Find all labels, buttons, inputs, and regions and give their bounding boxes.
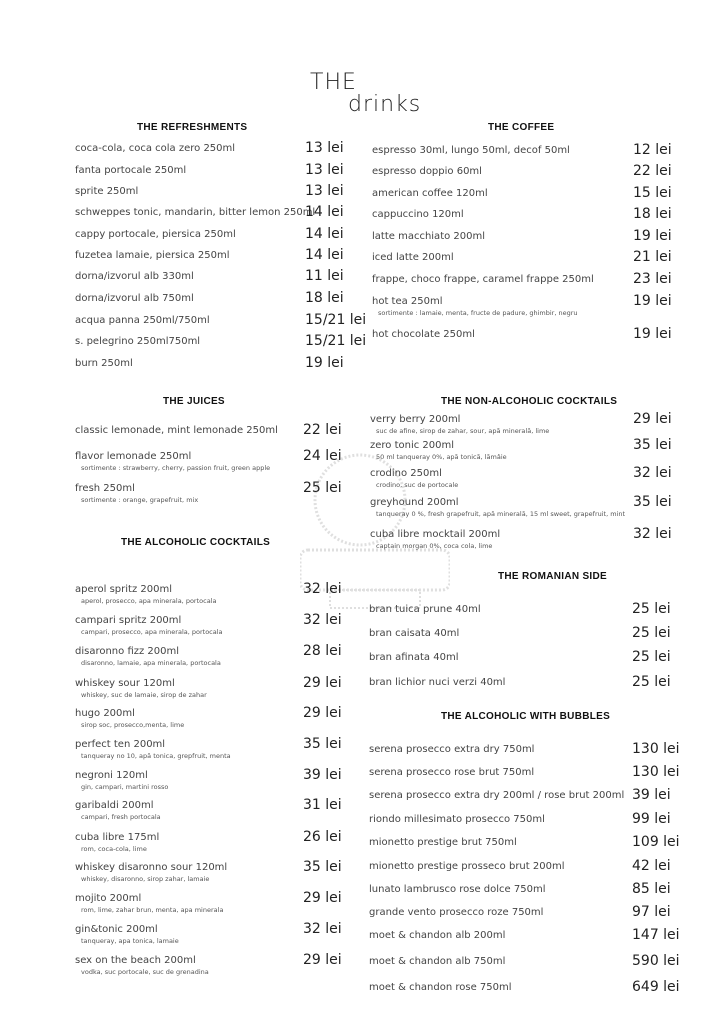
item-price: 42 lei (632, 858, 671, 874)
item-price: 25 lei (303, 480, 342, 496)
item-name: cuba libre mocktail 200ml (370, 529, 501, 540)
item-name: hot chocolate 250ml (372, 329, 475, 340)
item-name: negroni 120ml (75, 770, 148, 781)
item-ingredients: 50 ml tanqueray 0%, apă tonică, lămâie (376, 453, 507, 461)
item-price: 99 lei (632, 811, 671, 827)
item-name: lunato lambrusco rose dolce 750ml (369, 884, 546, 895)
item-ingredients: whiskey, suc de lamaie, sirop de zahar (81, 691, 207, 699)
item-price: 32 lei (303, 612, 342, 628)
item-name: dorna/izvorul alb 750ml (75, 293, 194, 304)
item-name: coca-cola, coca cola zero 250ml (75, 143, 236, 154)
item-name: fanta portocale 250ml (75, 165, 187, 176)
item-price: 13 lei (305, 183, 344, 199)
item-name: acqua panna 250ml/750ml (75, 315, 210, 326)
item-name: greyhound 200ml (370, 497, 459, 508)
item-name: sprite 250ml (75, 186, 139, 197)
item-name: mionetto prestige prosseco brut 200ml (369, 861, 565, 872)
section-heading-bubbles: THE ALCOHOLIC WITH BUBBLES (441, 711, 611, 722)
item-price: 15/21 lei (305, 312, 367, 328)
item-name: perfect ten 200ml (75, 739, 166, 750)
item-price: 35 lei (303, 859, 342, 875)
item-price: 25 lei (632, 601, 671, 617)
title-line-drinks: drinks (348, 92, 422, 117)
item-ingredients: whiskey, disaronno, sirop zahar, lamaie (81, 875, 210, 883)
item-name: s. pelegrino 250ml750ml (75, 336, 201, 347)
item-ingredients: sortimente : orange, grapefruit, mix (81, 496, 199, 504)
item-name: gin&tonic 200ml (75, 924, 158, 935)
section-heading-alcoholic-cocktails: THE ALCOHOLIC COCKTAILS (121, 537, 271, 548)
item-ingredients: captain morgan 0%, coca cola, lime (376, 542, 493, 550)
item-price: 32 lei (633, 465, 672, 481)
item-price: 28 lei (303, 643, 342, 659)
item-ingredients: sortimente : strawberry, cherry, passion fruit, green apple (81, 464, 271, 472)
item-price: 130 lei (632, 764, 680, 780)
item-ingredients: tanqueray no 10, apă tonica, grepfruit, menta (81, 752, 231, 760)
item-price: 25 lei (632, 649, 671, 665)
item-name: latte macchiato 200ml (372, 231, 486, 242)
item-price: 649 lei (632, 979, 680, 995)
item-price: 590 lei (632, 953, 680, 969)
item-name: mionetto prestige brut 750ml (369, 837, 517, 848)
item-name: hugo 200ml (75, 708, 135, 719)
item-price: 29 lei (633, 411, 672, 427)
item-ingredients: aperol, prosecco, apa minerala, portocala (81, 597, 217, 605)
item-name: mojito 200ml (75, 893, 142, 904)
item-price: 25 lei (632, 674, 671, 690)
item-price: 29 lei (303, 705, 342, 721)
item-name: zero tonic 200ml (370, 440, 455, 451)
title-line-the: THE (310, 70, 357, 95)
item-price: 15 lei (633, 185, 672, 201)
item-ingredients: campari, prosecco, apa minerala, portocala (81, 628, 223, 636)
item-name: bran lichior nuci verzi 40ml (369, 677, 506, 688)
item-name: classic lemonade, mint lemonade 250ml (75, 425, 278, 436)
item-ingredients: suc de afine, sirop de zahar, sour, apă minerală, lime (376, 427, 550, 435)
item-name: cuba libre 175ml (75, 832, 160, 843)
item-price: 13 lei (305, 140, 344, 156)
item-ingredients: tanqueray, apa tonica, lamaie (81, 937, 179, 945)
item-ingredients: campari, fresh portocala (81, 813, 161, 821)
item-price: 22 lei (633, 163, 672, 179)
item-name: burn 250ml (75, 358, 133, 369)
item-price: 14 lei (305, 247, 344, 263)
item-price: 11 lei (305, 268, 344, 284)
item-price: 13 lei (305, 162, 344, 178)
item-name: fuzetea lamaie, piersica 250ml (75, 250, 230, 261)
item-price: 15/21 lei (305, 333, 367, 349)
item-name: schweppes tonic, mandarin, bitter lemon 250ml (75, 207, 316, 218)
item-price: 29 lei (303, 952, 342, 968)
item-ingredients: vodka, suc portocale, suc de grenadina (81, 968, 209, 976)
item-price: 32 lei (303, 581, 342, 597)
item-ingredients: disaronno, lamaie, apa minerala, portocala (81, 659, 221, 667)
item-price: 35 lei (633, 437, 672, 453)
item-price: 23 lei (633, 271, 672, 287)
item-price: 97 lei (632, 904, 671, 920)
item-name: bran afinata 40ml (369, 652, 459, 663)
item-price: 35 lei (633, 494, 672, 510)
item-price: 85 lei (632, 881, 671, 897)
item-name: american coffee 120ml (372, 188, 488, 199)
item-ingredients: sortimente : lamaie, menta, fructe de padure, ghimbir, negru (378, 309, 578, 317)
item-price: 29 lei (303, 675, 342, 691)
item-ingredients: tanqueray 0 %, fresh grapefruit, apă minerală, 15 ml sweet, grapefruit, mint (376, 510, 626, 518)
item-name: cappuccino 120ml (372, 209, 464, 220)
item-name: garibaldi 200ml (75, 800, 154, 811)
section-heading-refreshments: THE REFRESHMENTS (137, 122, 248, 133)
item-price: 147 lei (632, 927, 680, 943)
item-price: 32 lei (633, 526, 672, 542)
item-ingredients: rom, lime, zahar brun, menta, apa minerala (81, 906, 224, 914)
item-name: moet & chandon rose 750ml (369, 982, 512, 993)
item-price: 18 lei (633, 206, 672, 222)
item-name: serena prosecco extra dry 750ml (369, 744, 535, 755)
item-name: hot tea 250ml (372, 296, 443, 307)
section-heading-romanian: THE ROMANIAN SIDE (498, 571, 607, 582)
item-name: flavor lemonade 250ml (75, 451, 192, 462)
item-name: riondo millesimato prosecco 750ml (369, 814, 545, 825)
item-price: 35 lei (303, 736, 342, 752)
item-price: 14 lei (305, 226, 344, 242)
item-name: grande vento prosecco roze 750ml (369, 907, 544, 918)
item-name: serena prosecco extra dry 200ml / rose brut 200ml (369, 790, 625, 801)
item-ingredients: rom, coca-cola, lime (81, 845, 147, 853)
item-price: 19 lei (305, 355, 344, 371)
item-name: aperol spritz 200ml (75, 584, 172, 595)
item-price: 25 lei (632, 625, 671, 641)
item-price: 31 lei (303, 797, 342, 813)
item-name: disaronno fizz 200ml (75, 646, 180, 657)
item-name: bran caisata 40ml (369, 628, 460, 639)
item-price: 19 lei (633, 228, 672, 244)
item-ingredients: sirop soc, prosecco,menta, lime (81, 721, 185, 729)
item-ingredients: crodino, suc de portocale (376, 481, 459, 489)
item-name: whiskey disaronno sour 120ml (75, 862, 228, 873)
item-price: 26 lei (303, 829, 342, 845)
item-name: dorna/izvorul alb 330ml (75, 271, 194, 282)
item-price: 32 lei (303, 921, 342, 937)
item-ingredients: gin, campari, martini rosso (81, 783, 169, 791)
item-name: moet & chandon alb 200ml (369, 930, 506, 941)
item-price: 39 lei (632, 787, 671, 803)
item-name: fresh 250ml (75, 483, 135, 494)
item-price: 24 lei (303, 448, 342, 464)
item-name: sex on the beach 200ml (75, 955, 196, 966)
item-price: 14 lei (305, 204, 344, 220)
item-price: 18 lei (305, 290, 344, 306)
item-name: serena prosecco rose brut 750ml (369, 767, 535, 778)
section-heading-non-alcoholic: THE NON-ALCOHOLIC COCKTAILS (441, 396, 618, 407)
item-name: espresso doppio 60ml (372, 166, 482, 177)
item-price: 12 lei (633, 142, 672, 158)
section-heading-coffee: THE COFFEE (488, 122, 555, 133)
item-price: 39 lei (303, 767, 342, 783)
item-name: espresso 30ml, lungo 50ml, decof 50ml (372, 145, 570, 156)
item-name: whiskey sour 120ml (75, 678, 175, 689)
item-name: verry berry 200ml (370, 414, 461, 425)
item-price: 22 lei (303, 422, 342, 438)
item-name: crodino 250ml (370, 468, 442, 479)
item-price: 19 lei (633, 293, 672, 309)
item-price: 130 lei (632, 741, 680, 757)
item-name: moet & chandon alb 750ml (369, 956, 506, 967)
item-name: iced latte 200ml (372, 252, 454, 263)
item-name: cappy portocale, piersica 250ml (75, 229, 236, 240)
item-price: 29 lei (303, 890, 342, 906)
item-price: 109 lei (632, 834, 680, 850)
item-name: bran tuica prune 40ml (369, 604, 481, 615)
section-heading-juices: THE JUICES (163, 396, 225, 407)
item-price: 21 lei (633, 249, 672, 265)
item-name: frappe, choco frappe, caramel frappe 250ml (372, 274, 594, 285)
item-price: 19 lei (633, 326, 672, 342)
item-name: campari spritz 200ml (75, 615, 182, 626)
